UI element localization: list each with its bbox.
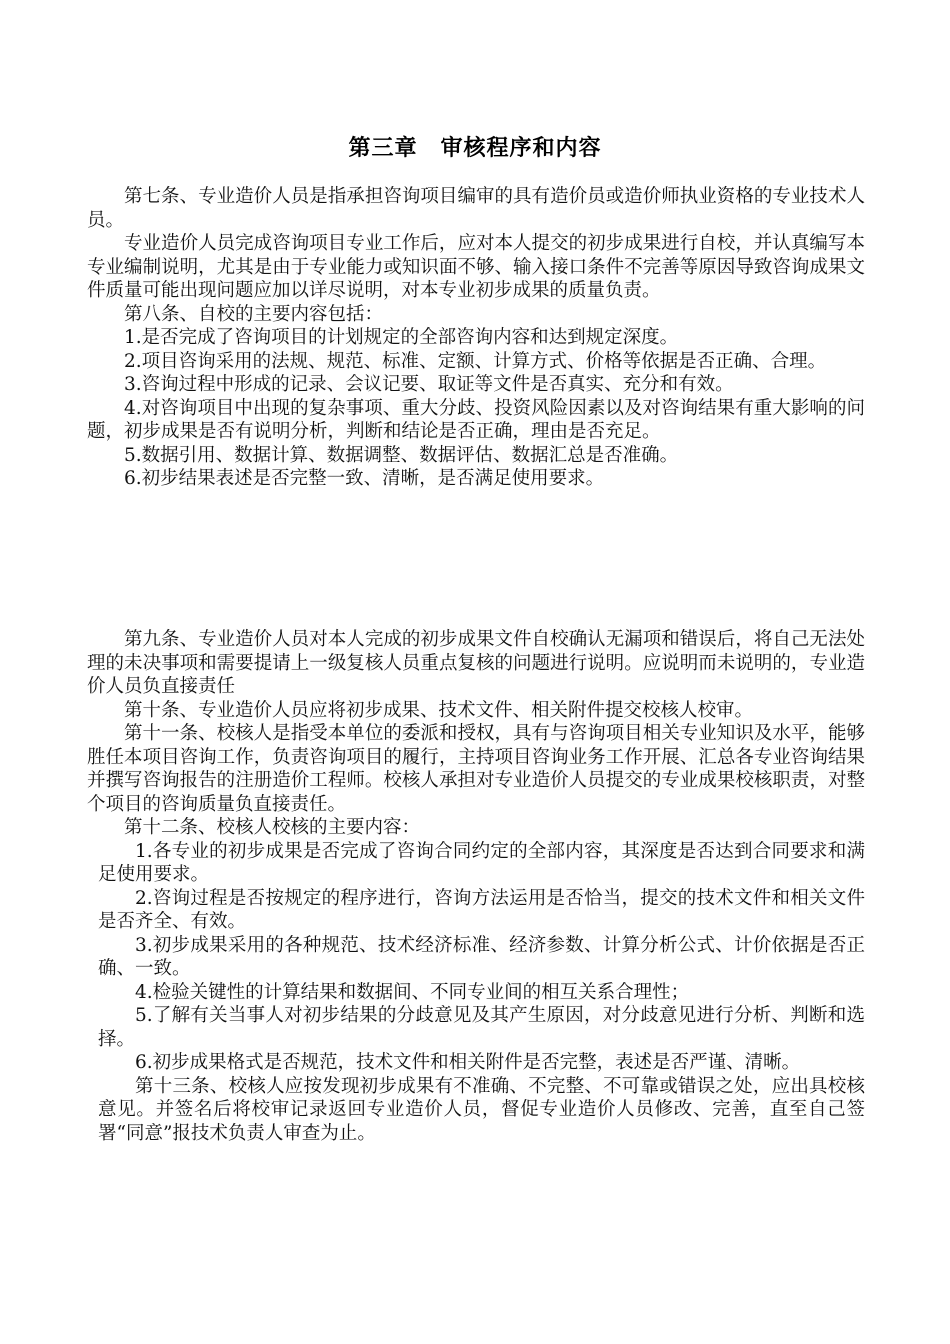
- article-7: 第七条、专业造价人员是指承担咨询项目编审的具有造价员或造价师执业资格的专业技术人员。: [87, 186, 865, 231]
- list-item: 3.初步成果采用的各种规范、技术经济标准、经济参数、计算分析公式、计价依据是否正确、一致。: [98, 934, 865, 979]
- list-item: 6.初步成果格式是否规范，技术文件和相关附件是否完整，表述是否严谨、清晰。: [135, 1052, 801, 1073]
- article-8: 第八条、自校的主要内容包括：: [124, 303, 384, 325]
- list-item: 4.检验关键性的计算结果和数据间、不同专业间的相互关系合理性；: [135, 981, 690, 1003]
- paragraph-self-check-duty: 专业造价人员完成咨询项目专业工作后，应对本人提交的初步成果进行自校，并认真编写本专业编制说明，尤其是由于专业能力或知识面不够、输入接口条件不完善等原因导致咨询成果文件质量可能出现问题应加以详尽说明，对本专业初步成果的质量负责。: [87, 233, 865, 301]
- article-13: 第十三条、校核人应按发现初步成果有不准确、不完整、不可靠或错误之处，应出具校核意见。并签名后将校审记录返回专业造价人员，督促专业造价人员修改、完善，直至自己签署“同意”报技术负责人审查为止。: [98, 1075, 865, 1144]
- list-item: 5.了解有关当事人对初步结果的分歧意见及其产生原因，对分歧意见进行分析、判断和选择。: [98, 1005, 865, 1050]
- section-self-check: [87, 185, 865, 491]
- article-12: 第十二条、校核人校核的主要内容：: [124, 817, 421, 838]
- list-item: 4.对咨询项目中出现的复杂事项、重大分歧、投资风险因素以及对咨询结果有重大影响的问题，初步成果是否有说明分析，判断和结论是否正确，理由是否充足。: [87, 397, 865, 442]
- list-item: 5.数据引用、数据计算、数据调整、数据评估、数据汇总是否准确。: [124, 444, 679, 466]
- list-item: 1.各专业的初步成果是否完成了咨询合同约定的全部内容，其深度是否达到合同要求和满足使用要求。: [98, 840, 865, 885]
- list-item: 2.项目咨询采用的法规、规范、标准、定额、计算方式、价格等依据是否正确、合理。: [124, 350, 827, 372]
- list-item: 2.咨询过程是否按规定的程序进行，咨询方法运用是否恰当，提交的技术文件和相关文件是否齐全、有效。: [98, 887, 865, 932]
- section-review: [87, 628, 865, 1145]
- list-item: 3.咨询过程中形成的记录、会议记要、取证等文件是否真实、充分和有效。: [124, 374, 734, 395]
- article-10: 第十条、专业造价人员应将初步成果、技术文件、相关附件提交校核人校审。: [124, 699, 754, 721]
- list-item: 6.初步结果表述是否完整一致、清晰，是否满足使用要求。: [124, 468, 605, 489]
- chapter-title: 第三章 审核程序和内容: [348, 136, 602, 161]
- list-item: 1.是否完成了咨询项目的计划规定的全部咨询内容和达到规定深度。: [124, 327, 679, 348]
- article-9: 第九条、专业造价人员对本人完成的初步成果文件自校确认无漏项和错误后，将自己无法处理的未决事项和需要提请上一级复核人员重点复核的问题进行说明。应说明而未说明的，专业造价人员负直接责任: [87, 629, 865, 697]
- article-11: 第十一条、校核人是指受本单位的委派和授权，具有与咨询项目相关专业知识及水平，能够胜任本项目咨询工作，负责咨询项目的履行，主持项目咨询业务工作开展、汇总各专业咨询结果并撰写咨询报告的注册造价工程师。校核人承担对专业造价人员提交的专业成果校核职责，对整个项目的咨询质量负直接责任。: [87, 723, 865, 815]
